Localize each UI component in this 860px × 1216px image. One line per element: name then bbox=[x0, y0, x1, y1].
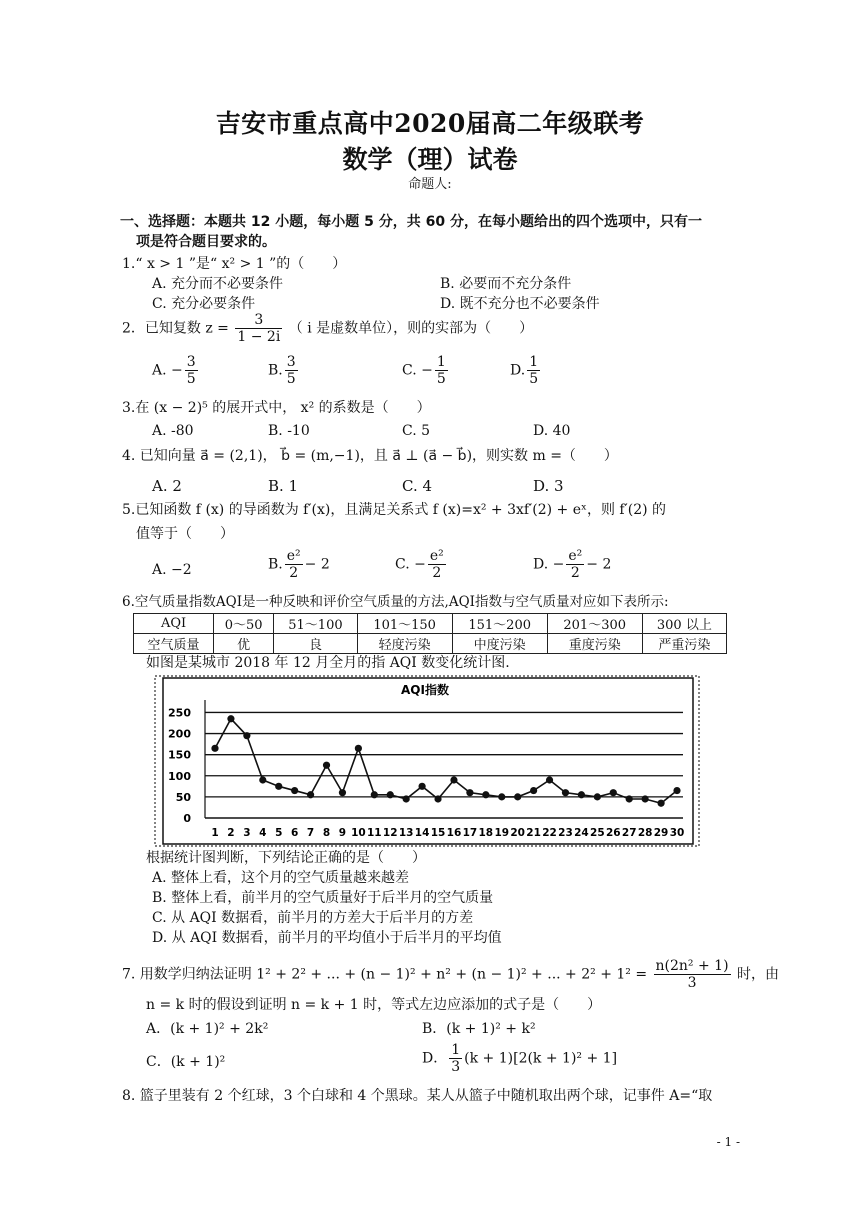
q7-stem-suffix: 时，由 bbox=[737, 966, 779, 983]
data-point bbox=[578, 791, 585, 798]
x-tick-label: 9 bbox=[338, 827, 347, 839]
q4-option-b: B. 1 bbox=[268, 477, 299, 495]
data-point bbox=[275, 783, 282, 790]
y-tick-label: 200 bbox=[168, 727, 191, 741]
q7-stem bbox=[122, 958, 779, 991]
q5-stem: 5.已知函数 f (x) 的导函数为 f′(x)，且满足关系式 f (x)=x² + 3xf′(2) + eˣ，则 f′(2) 的 bbox=[122, 502, 667, 518]
q2-option-b bbox=[268, 354, 300, 387]
q5-option-d bbox=[533, 548, 611, 581]
aqi-cell: 51～100 bbox=[274, 614, 357, 634]
data-point bbox=[291, 787, 298, 794]
q5-d-suffix: − 2 bbox=[586, 556, 612, 573]
page-number: - 1 - bbox=[716, 1135, 740, 1149]
x-tick-label: 7 bbox=[306, 827, 315, 839]
q2-c-num: 1 bbox=[436, 354, 446, 370]
q2-c-frac bbox=[435, 354, 448, 387]
q1-option-a: A. 充分而不必要条件 bbox=[152, 276, 284, 292]
x-tick-label: 17 bbox=[462, 827, 478, 839]
aqi-cell: 优 bbox=[214, 634, 274, 654]
q7-option-b: B．(k + 1)² + k² bbox=[422, 1021, 536, 1037]
q5-c-den: 2 bbox=[432, 565, 442, 581]
chart-title: AQI指数 bbox=[401, 683, 449, 697]
data-point bbox=[546, 776, 553, 783]
q7-option-c: C．(k + 1)² bbox=[146, 1054, 226, 1070]
x-tick-label: 18 bbox=[478, 827, 494, 839]
q2-d-prefix: D. bbox=[510, 362, 526, 379]
q8-stem: 8. 篮子里装有 2 个红球，3 个白球和 4 个黑球。某人从篮子中随机取出两个球，记事件 A=“取 bbox=[122, 1088, 713, 1104]
data-point bbox=[450, 776, 457, 783]
data-point bbox=[610, 789, 617, 796]
aqi-table-row bbox=[134, 634, 727, 654]
section-heading: 一、选择题：本题共 12 小题，每小题 5 分，共 60 分，在每小题给出的四个选项中，只有一 bbox=[120, 214, 702, 230]
aqi-chart-svg bbox=[153, 674, 701, 848]
q5-option-b bbox=[268, 548, 330, 581]
chart-x-ticks bbox=[211, 827, 684, 839]
q5-b-prefix: B. bbox=[268, 556, 283, 573]
x-tick-label: 29 bbox=[653, 827, 669, 839]
x-tick-label: 24 bbox=[574, 827, 589, 839]
exam-title: 吉安市重点高中2020届高二年级联考 bbox=[215, 109, 645, 138]
q6-option-b: B. 整体上看，前半月的空气质量好于后半月的空气质量 bbox=[152, 890, 494, 906]
x-tick-label: 21 bbox=[526, 827, 541, 839]
data-point bbox=[642, 795, 649, 802]
q6-stem: 6.空气质量指数AQI是一种反映和评价空气质量的方法,AQI指数与空气质量对应如下表所示: bbox=[122, 594, 669, 610]
q2-stem bbox=[122, 312, 533, 345]
q4-option-a: A. 2 bbox=[152, 477, 182, 495]
x-tick-label: 14 bbox=[414, 827, 430, 839]
q7-stem-prefix: 7. 用数学归纳法证明 1² + 2² + ... + (n − 1)² + n² + (n − 1)² + ... + 2² + 1² = bbox=[122, 966, 648, 983]
data-point bbox=[403, 795, 410, 802]
data-point bbox=[339, 789, 346, 796]
q3-option-c: C. 5 bbox=[402, 423, 431, 439]
data-point bbox=[657, 800, 664, 807]
q2-d-frac bbox=[527, 354, 540, 387]
q5-d-prefix: D. − bbox=[533, 556, 565, 573]
x-tick-label: 20 bbox=[510, 827, 526, 839]
data-point bbox=[466, 789, 473, 796]
x-tick-label: 26 bbox=[605, 827, 621, 839]
q7-d-num: 1 bbox=[451, 1042, 461, 1058]
aqi-cell: 空气质量 bbox=[134, 634, 214, 654]
q7-frac-num: n(2n² + 1) bbox=[655, 958, 729, 974]
x-tick-label: 15 bbox=[430, 827, 446, 839]
q7-d-suffix: (k + 1)[2(k + 1)² + 1] bbox=[464, 1050, 618, 1067]
q5-b-suffix: − 2 bbox=[304, 556, 330, 573]
q4-option-c: C. 4 bbox=[402, 477, 433, 495]
q2-option-c bbox=[402, 354, 450, 387]
y-tick-label: 150 bbox=[168, 748, 191, 762]
x-tick-label: 8 bbox=[322, 827, 331, 839]
q5-b-num: e² bbox=[286, 548, 301, 564]
x-tick-label: 22 bbox=[542, 827, 557, 839]
x-tick-label: 11 bbox=[366, 827, 382, 839]
aqi-cell: 300 以上 bbox=[642, 614, 726, 634]
aqi-cell: 201～300 bbox=[547, 614, 642, 634]
q7-stem-cont: n = k 时的假设到证明 n = k + 1 时，等式左边应添加的式子是（ ） bbox=[146, 997, 602, 1013]
data-point bbox=[514, 793, 521, 800]
q2-a-num: 3 bbox=[186, 354, 196, 370]
section-heading-cont: 项是符合题目要求的。 bbox=[136, 234, 276, 250]
q5-d-den: 2 bbox=[570, 565, 580, 581]
q2-d-num: 1 bbox=[529, 354, 539, 370]
x-tick-label: 13 bbox=[398, 827, 414, 839]
q2-a-frac bbox=[185, 354, 198, 387]
aqi-cell: 0～50 bbox=[214, 614, 274, 634]
q7-d-prefix: D． bbox=[422, 1050, 448, 1067]
x-tick-label: 10 bbox=[351, 827, 366, 839]
data-point bbox=[323, 762, 330, 769]
x-tick-label: 3 bbox=[243, 827, 251, 839]
aqi-table-row bbox=[134, 614, 727, 634]
aqi-cell: 良 bbox=[274, 634, 357, 654]
x-tick-label: 16 bbox=[446, 827, 462, 839]
q7-option-a: A．(k + 1)² + 2k² bbox=[146, 1021, 269, 1037]
aqi-cell: 严重污染 bbox=[642, 634, 726, 654]
data-point bbox=[434, 795, 441, 802]
q5-stem-cont: 值等于（ ） bbox=[136, 526, 234, 542]
q2-option-a bbox=[152, 354, 200, 387]
q3-option-b: B. -10 bbox=[268, 423, 310, 439]
y-tick-label: 50 bbox=[175, 790, 191, 804]
q3-stem: 3.在 (x − 2)⁵ 的展开式中， x² 的系数是（ ） bbox=[122, 400, 431, 416]
exam-subtitle: 数学（理）试卷 bbox=[342, 145, 518, 174]
chart-frame bbox=[155, 676, 699, 846]
q5-c-prefix: C. − bbox=[395, 556, 426, 573]
data-point bbox=[530, 787, 537, 794]
q5-d-frac bbox=[566, 548, 584, 581]
x-tick-label: 5 bbox=[275, 827, 283, 839]
aqi-cell: 重度污染 bbox=[547, 634, 642, 654]
data-point bbox=[498, 793, 505, 800]
q2-frac-den: 1 − 2i bbox=[237, 329, 281, 345]
q7-d-frac bbox=[449, 1042, 462, 1075]
x-tick-label: 12 bbox=[382, 827, 398, 839]
q5-b-den: 2 bbox=[289, 565, 299, 581]
x-tick-label: 27 bbox=[621, 827, 637, 839]
q2-b-frac bbox=[285, 354, 298, 387]
data-point bbox=[227, 715, 234, 722]
aqi-cell: AQI bbox=[134, 614, 214, 634]
q2-b-prefix: B. bbox=[268, 362, 283, 379]
q5-b-frac bbox=[285, 548, 303, 581]
x-tick-label: 19 bbox=[494, 827, 510, 839]
q2-c-prefix: C. − bbox=[402, 362, 433, 379]
q7-d-den: 3 bbox=[451, 1059, 461, 1075]
q2-a-den: 5 bbox=[186, 371, 196, 387]
q2-frac-num: 3 bbox=[235, 312, 282, 329]
data-point bbox=[371, 791, 378, 798]
q3-option-a: A. -80 bbox=[152, 423, 194, 439]
aqi-cell: 101～150 bbox=[357, 614, 452, 634]
data-point bbox=[243, 732, 250, 739]
q6-chart-intro: 如图是某城市 2018 年 12 月全月的指 AQI 数变化统计图. bbox=[146, 655, 510, 671]
author-line: 命题人: bbox=[408, 177, 452, 192]
aqi-chart bbox=[153, 674, 701, 848]
q1-option-b: B. 必要而不充分条件 bbox=[440, 276, 572, 292]
q2-b-num: 3 bbox=[286, 354, 296, 370]
data-point bbox=[419, 783, 426, 790]
q5-option-a: A. −2 bbox=[152, 562, 192, 578]
aqi-cell: 151～200 bbox=[452, 614, 547, 634]
x-tick-label: 25 bbox=[590, 827, 605, 839]
q7-option-d bbox=[422, 1042, 617, 1075]
data-point bbox=[307, 791, 314, 798]
q6-question: 根据统计图判断，下列结论正确的是（ ） bbox=[146, 850, 426, 866]
x-tick-label: 4 bbox=[259, 827, 267, 839]
x-tick-label: 1 bbox=[211, 827, 219, 839]
q5-c-num: e² bbox=[429, 548, 444, 564]
q2-b-den: 5 bbox=[286, 371, 296, 387]
x-tick-label: 6 bbox=[290, 827, 299, 839]
aqi-table bbox=[133, 613, 727, 654]
q2-stem-suffix: （ i 是虚数单位），则的实部为（ ） bbox=[288, 320, 534, 337]
q2-a-prefix: A. − bbox=[152, 362, 183, 379]
aqi-cell: 轻度污染 bbox=[357, 634, 452, 654]
data-point bbox=[259, 776, 266, 783]
data-point bbox=[626, 795, 633, 802]
data-point bbox=[482, 791, 489, 798]
q3-option-d: D. 40 bbox=[533, 423, 571, 439]
q5-d-num: e² bbox=[568, 548, 583, 564]
data-point bbox=[211, 745, 218, 752]
data-point bbox=[355, 745, 362, 752]
q1-option-c: C. 充分必要条件 bbox=[152, 296, 256, 312]
q5-option-c bbox=[395, 548, 448, 581]
q7-frac-den: 3 bbox=[687, 975, 697, 991]
q5-c-frac bbox=[428, 548, 446, 581]
q1-stem: 1.“ x > 1 ”是“ x² > 1 ”的（ ） bbox=[122, 256, 347, 272]
q2-option-d bbox=[510, 354, 542, 387]
data-point bbox=[594, 793, 601, 800]
q7-fraction bbox=[654, 958, 731, 991]
q6-option-c: C. 从 AQI 数据看，前半月的方差大于后半月的方差 bbox=[152, 910, 474, 926]
data-point bbox=[562, 789, 569, 796]
q2-c-den: 5 bbox=[436, 371, 446, 387]
q6-option-d: D. 从 AQI 数据看，前半月的平均值小于后半月的平均值 bbox=[152, 930, 502, 946]
q4-stem: 4. 已知向量 a⃗ = (2,1)， b⃗ = (m,−1)，且 a⃗ ⊥ (a⃗ − b⃗)，则实数 m =（ ） bbox=[122, 448, 618, 464]
q6-option-a: A. 整体上看，这个月的空气质量越来越差 bbox=[152, 870, 410, 886]
x-tick-label: 2 bbox=[227, 827, 235, 839]
q2-d-den: 5 bbox=[529, 371, 539, 387]
x-tick-label: 28 bbox=[637, 827, 653, 839]
y-tick-label: 250 bbox=[168, 706, 191, 720]
y-tick-label: 100 bbox=[168, 769, 191, 783]
x-tick-label: 30 bbox=[669, 827, 685, 839]
aqi-cell: 中度污染 bbox=[452, 634, 547, 654]
data-point bbox=[673, 787, 680, 794]
x-tick-label: 23 bbox=[558, 827, 573, 839]
y-tick-label: 0 bbox=[183, 812, 191, 825]
q1-option-d: D. 既不充分也不必要条件 bbox=[440, 296, 600, 312]
q4-option-d: D. 3 bbox=[533, 477, 564, 495]
q2-fraction bbox=[235, 312, 282, 345]
q2-stem-prefix: 2．已知复数 z = bbox=[122, 320, 229, 337]
data-point bbox=[387, 791, 394, 798]
